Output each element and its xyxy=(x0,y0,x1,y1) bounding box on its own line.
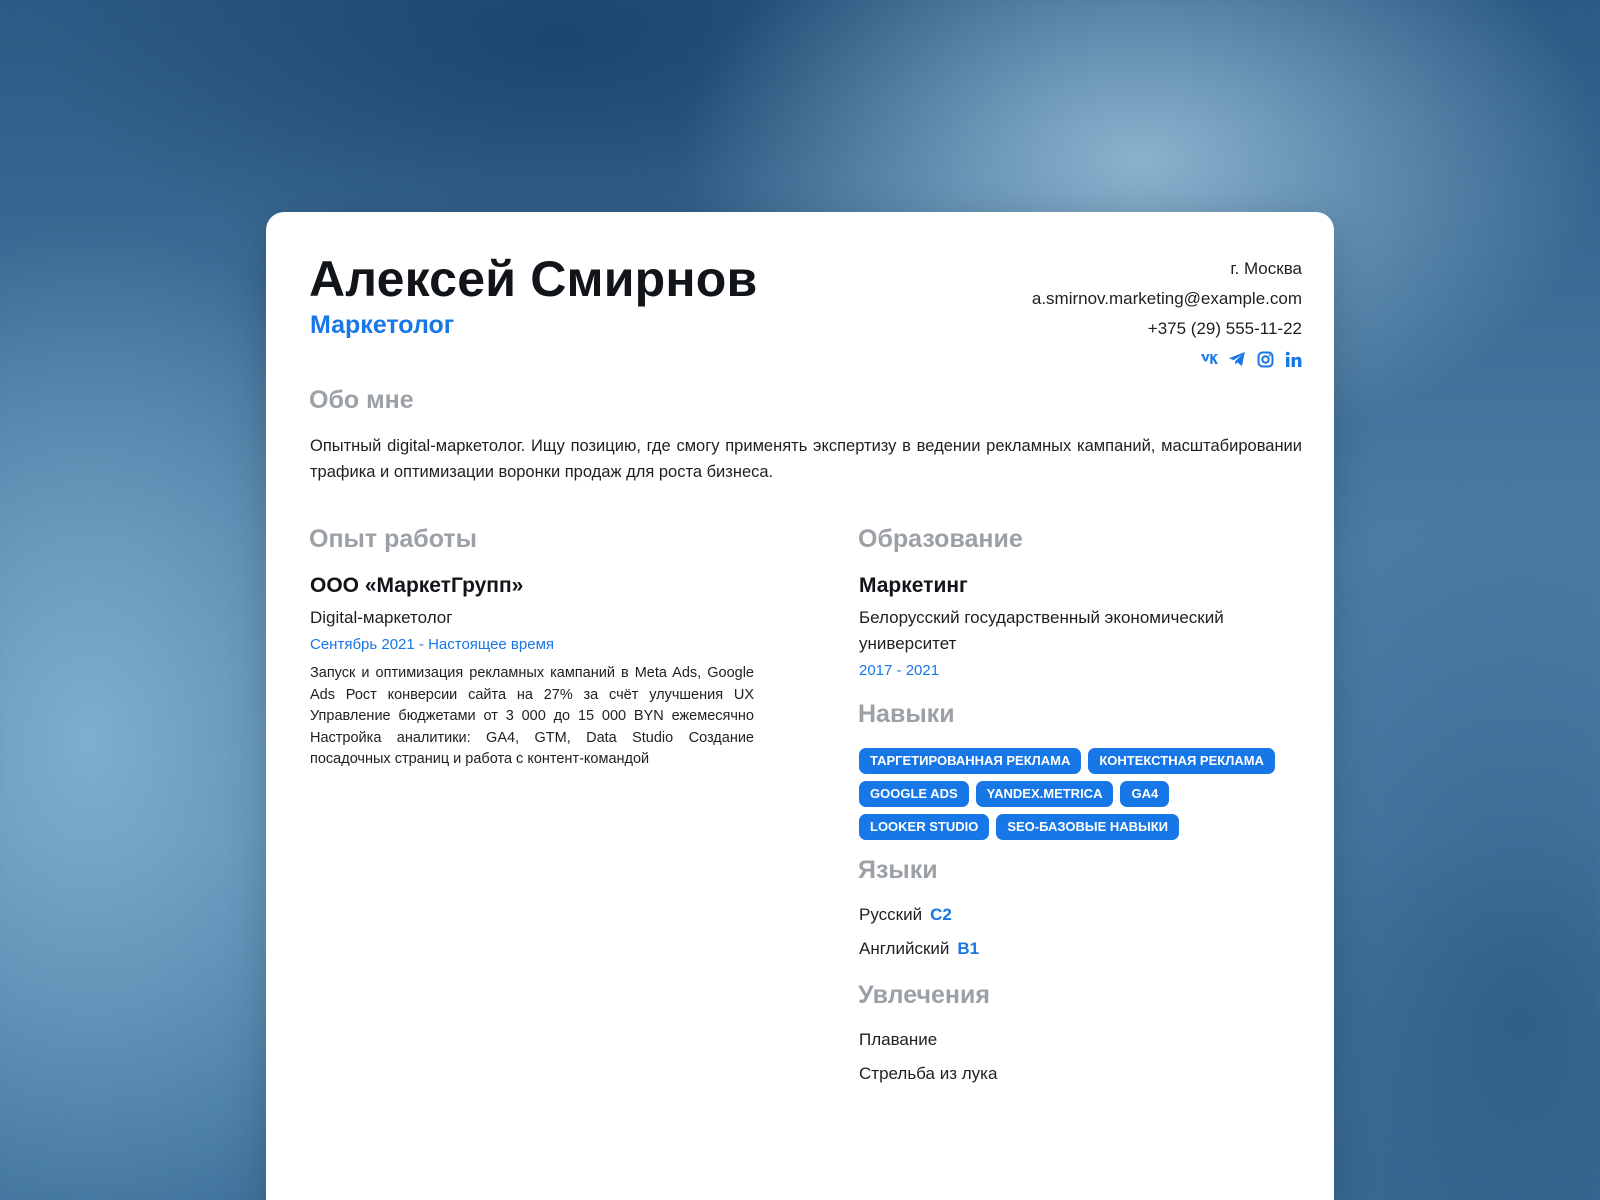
education-university: Белорусский государственный экономический университет xyxy=(859,608,1224,653)
resume-name: Алексей Смирнов xyxy=(309,251,758,307)
contact-city: г. Москва xyxy=(1230,259,1302,278)
skill-tag: SEO-БАЗОВЫЕ НАВЫКИ xyxy=(996,814,1179,840)
hobbies-title: Увлечения xyxy=(858,981,990,1009)
skills-title: Навыки xyxy=(858,700,955,728)
language-level: B1 xyxy=(957,939,980,958)
language-item xyxy=(859,905,952,925)
education-degree: Маркетинг xyxy=(859,574,968,597)
social-links xyxy=(1032,350,1302,368)
skill-tag: КОНТЕКСТНАЯ РЕКЛАМА xyxy=(1088,748,1275,774)
language-name: Английский xyxy=(859,939,950,958)
experience-company: ООО «МаркетГрупп» xyxy=(310,574,524,597)
telegram-icon[interactable] xyxy=(1228,350,1246,368)
language-item xyxy=(859,939,979,959)
contacts-block xyxy=(1032,254,1302,368)
education-period: 2017 - 2021 xyxy=(859,662,940,679)
experience-description: Запуск и оптимизация рекламных кампаний в Meta Ads, Google Ads Рост конверсии сайта на 27% за счёт улучшения UX Управление бюджетами от 3 000 до 15 000 BYN ежемесячно Настройка аналитики: GA4, GTM, Data Studio Создание посадочных страниц и работа с контент-командой xyxy=(310,665,754,767)
language-name: Русский xyxy=(859,905,923,924)
resume-card xyxy=(266,212,1334,1200)
linkedin-icon[interactable] xyxy=(1284,350,1302,368)
experience-title: Опыт работы xyxy=(309,525,477,553)
hobby-item: Плавание xyxy=(859,1030,938,1049)
about-title: Обо мне xyxy=(309,386,414,414)
experience-period: Сентябрь 2021 - Настоящее время xyxy=(310,636,555,653)
hobby-item: Стрельба из лука xyxy=(859,1064,998,1083)
about-text: Опытный digital-маркетолог. Ищу позицию, где смогу применять экспертизу в ведении рекламных кампаний, масштабировании трафика и оптимизации воронки продаж для роста бизнеса. xyxy=(310,437,1302,481)
vk-icon[interactable] xyxy=(1200,350,1218,368)
contact-email[interactable]: a.smirnov.marketing@example.com xyxy=(1031,289,1302,308)
skills-list xyxy=(859,748,1299,840)
language-level: C2 xyxy=(930,905,952,924)
resume-role: Маркетолог xyxy=(310,311,455,339)
contact-phone[interactable]: +375 (29) 555-11-22 xyxy=(1147,319,1302,338)
skill-tag: GA4 xyxy=(1120,781,1169,807)
experience-position: Digital-маркетолог xyxy=(310,608,453,627)
skill-tag: GOOGLE ADS xyxy=(859,781,969,807)
skill-tag: YANDEX.METRICA xyxy=(976,781,1114,807)
skill-tag: LOOKER STUDIO xyxy=(859,814,989,840)
education-title: Образование xyxy=(858,525,1023,553)
skill-tag: ТАРГЕТИРОВАННАЯ РЕКЛАМА xyxy=(859,748,1081,774)
instagram-icon[interactable] xyxy=(1256,350,1274,368)
languages-title: Языки xyxy=(858,856,938,884)
